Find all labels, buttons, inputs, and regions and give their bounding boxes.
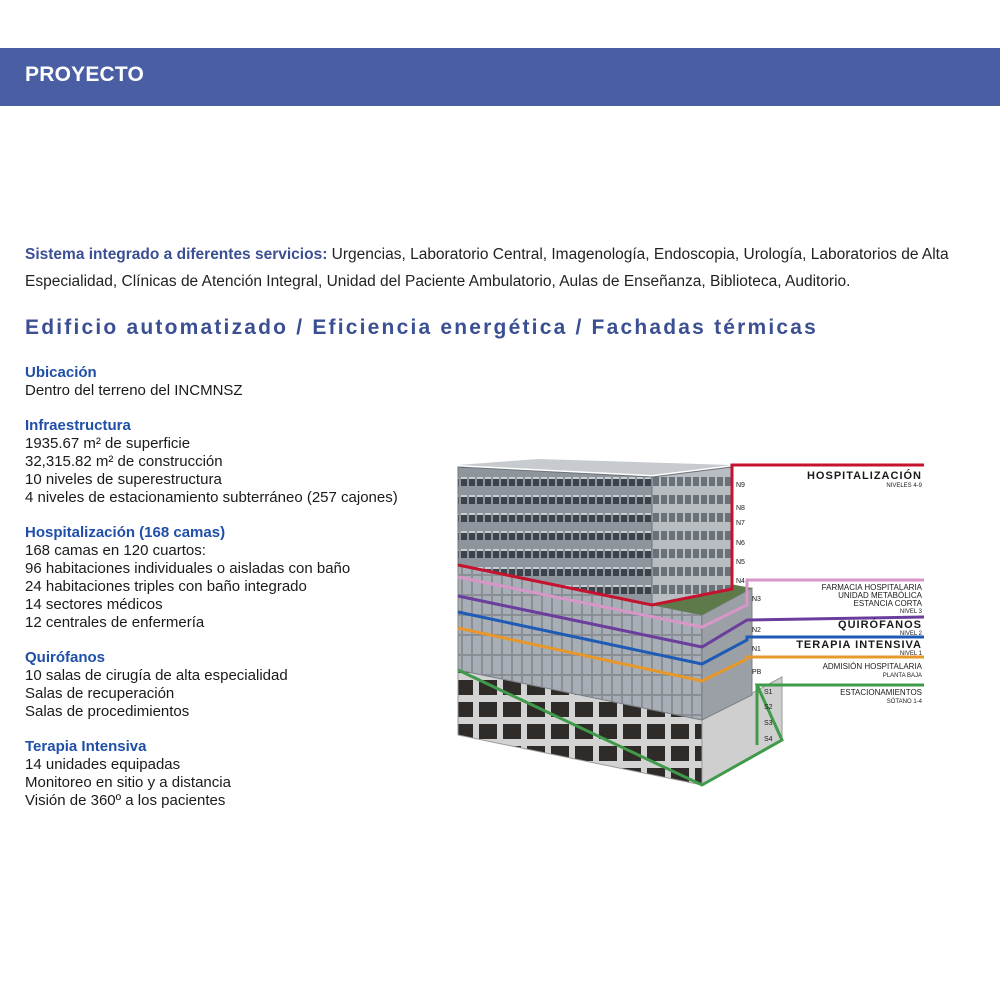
level-label: N2	[752, 627, 761, 634]
intro-lead: Sistema integrado a diferentes servicios:	[25, 246, 328, 263]
zone-terapia-sub: NIVEL 1	[899, 651, 922, 657]
level-label: N8	[736, 505, 745, 512]
section-hospitalizacion	[25, 524, 445, 632]
section-title: Hospitalización (168 camas)	[25, 524, 226, 541]
section-line: Salas de recuperación	[25, 685, 175, 702]
level-label: N7	[736, 520, 745, 527]
level-label: PB	[752, 669, 762, 676]
level-label: N6	[736, 540, 745, 547]
section-line: 32,315.82 m² de construcción	[25, 453, 223, 470]
section-ubicacion	[25, 364, 445, 400]
section-title: Quirófanos	[25, 649, 106, 666]
zone-farmacia-name: FARMACIA HOSPITALARIA	[821, 583, 922, 592]
section-line: 96 habitaciones individuales o aisladas con baño	[25, 560, 351, 577]
section-line: 1935.67 m² de superficie	[25, 435, 191, 452]
section-line: Visión de 360º a los pacientes	[25, 792, 226, 809]
section-title: Ubicación	[25, 364, 97, 381]
level-label: S4	[764, 736, 773, 743]
tower-side	[652, 467, 732, 605]
zone-hospitalizacion-sub: NIVELES 4-9	[886, 483, 922, 489]
level-label: N3	[752, 596, 761, 603]
section-line: Salas de procedimientos	[25, 703, 190, 720]
section-line: 168 camas en 120 cuartos:	[25, 542, 206, 559]
section-title: Infraestructura	[25, 417, 131, 434]
section-line: 24 habitaciones triples con baño integrado	[25, 578, 307, 595]
level-label: S2	[764, 704, 773, 711]
level-label: S3	[764, 720, 773, 727]
info-sections	[25, 364, 445, 827]
zone-terapia-name: TERAPIA INTENSIVA	[796, 639, 922, 651]
page-title: PROYECTO	[25, 63, 145, 86]
building-diagram	[452, 455, 1000, 795]
section-quirofanos	[25, 649, 445, 721]
section-line: 12 centrales de enfermería	[25, 614, 205, 631]
level-label: N4	[736, 578, 745, 585]
intro-text: Urgencias, Laboratorio Central, Imagenología, Endoscopia, Urología, Laboratorios de Alta Especialidad, Clínicas de Atención Integral, Unidad del Paciente Ambulatorio, Aulas de Enseñanza, Biblioteca, Auditorio.	[25, 246, 949, 290]
zone-admision-name: ADMISIÓN HOSPITALARIA	[822, 662, 922, 671]
section-line: 10 salas de cirugía de alta especialidad	[25, 667, 288, 684]
zone-admision-sub: PLANTA BAJA	[882, 673, 922, 679]
section-terapia-intensiva	[25, 738, 445, 810]
zone-hospitalizacion-name: HOSPITALIZACIÓN	[806, 470, 922, 482]
tagline: Edificio automatizado / Eficiencia energética / Fachadas térmicas	[25, 316, 819, 339]
header-bar	[0, 48, 1000, 106]
section-line: 4 niveles de estacionamiento subterráneo (257 cajones)	[25, 489, 398, 506]
zone-farmacia-name3: ESTANCIA CORTA	[853, 599, 922, 608]
level-label: S1	[764, 689, 773, 696]
zone-estacionamientos-sub: SÓTANO 1-4	[886, 699, 922, 705]
level-label: N5	[736, 559, 745, 566]
section-line: Monitoreo en sitio y a distancia	[25, 774, 231, 791]
zone-farmacia-sub: NIVEL 3	[899, 609, 922, 615]
level-label: N1	[752, 646, 761, 653]
level-label: N9	[736, 482, 745, 489]
zone-estacionamientos-name: ESTACIONAMIENTOS	[840, 688, 922, 697]
intro-paragraph	[25, 241, 975, 295]
section-infraestructura	[25, 417, 445, 507]
section-line: 14 sectores médicos	[25, 596, 163, 613]
zone-quirofanos-name: QUIRÓFANOS	[838, 619, 922, 631]
zone-quirofanos-sub: NIVEL 2	[899, 631, 922, 637]
section-title: Terapia Intensiva	[25, 738, 147, 755]
zone-farmacia-name2: UNIDAD METABÓLICA	[838, 591, 922, 600]
section-line: 14 unidades equipadas	[25, 756, 181, 773]
section-line: Dentro del terreno del INCMNSZ	[25, 382, 243, 399]
section-line: 10 niveles de superestructura	[25, 471, 222, 488]
